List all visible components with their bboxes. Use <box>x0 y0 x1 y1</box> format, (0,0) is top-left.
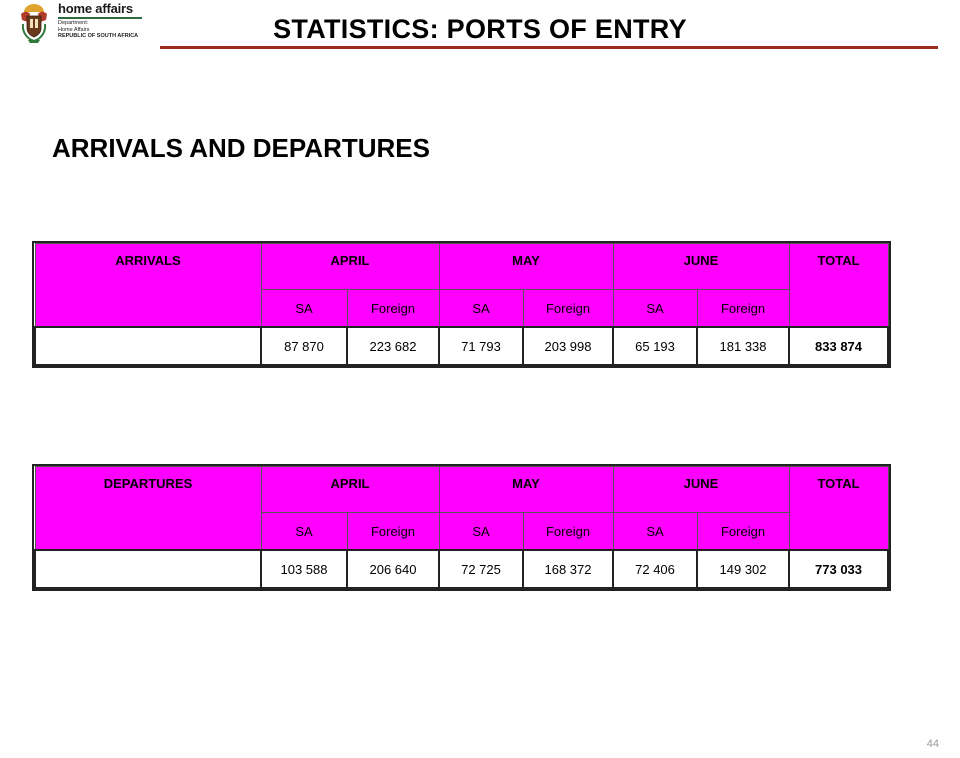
departures-subheader-june-foreign: Foreign <box>697 513 789 551</box>
departures-may-sa-value: 72 725 <box>439 550 523 588</box>
departures-june-sa-value: 72 406 <box>613 550 697 588</box>
section-heading: ARRIVALS AND DEPARTURES <box>52 133 430 163</box>
departures-subheader-june-sa: SA <box>613 513 697 551</box>
arrivals-subheader-may-foreign: Foreign <box>523 290 613 328</box>
logo-line-department: Department: <box>58 20 89 26</box>
departures-subheader-april-sa: SA <box>261 513 347 551</box>
departures-header-label: DEPARTURES <box>35 467 261 551</box>
page-title: STATISTICS: PORTS OF ENTRY <box>273 14 687 44</box>
logo-line-home-affairs: Home Affairs <box>58 26 90 33</box>
arrivals-header-june: JUNE <box>613 244 789 290</box>
arrivals-june-foreign-value: 181 338 <box>697 327 789 365</box>
departures-june-foreign-value: 149 302 <box>697 550 789 588</box>
departures-table <box>34 466 889 589</box>
arrivals-table <box>34 243 889 366</box>
title-divider <box>160 46 938 49</box>
arrivals-april-sa-value: 87 870 <box>261 327 347 365</box>
arrivals-may-sa-value: 71 793 <box>439 327 523 365</box>
departures-total-value: 773 033 <box>789 550 888 588</box>
departures-header-may: MAY <box>439 467 613 513</box>
arrivals-april-foreign-value: 223 682 <box>347 327 439 365</box>
arrivals-total-value: 833 874 <box>789 327 888 365</box>
departures-header-total: TOTAL <box>789 467 888 551</box>
logo-brand-text: home affairs <box>58 1 133 16</box>
departures-may-foreign-value: 168 372 <box>523 550 613 588</box>
arrivals-june-sa-value: 65 193 <box>613 327 697 365</box>
arrivals-header-total: TOTAL <box>789 244 888 328</box>
arrivals-header-april: APRIL <box>261 244 439 290</box>
arrivals-subheader-may-sa: SA <box>439 290 523 328</box>
departures-subheader-april-foreign: Foreign <box>347 513 439 551</box>
departures-subheader-may-sa: SA <box>439 513 523 551</box>
departures-april-sa-value: 103 588 <box>261 550 347 588</box>
departures-data-row <box>35 550 888 588</box>
departures-april-foreign-value: 206 640 <box>347 550 439 588</box>
arrivals-row-label-cell <box>35 327 261 365</box>
logo-line-republic: REPUBLIC OF SOUTH AFRICA <box>58 33 139 39</box>
arrivals-may-foreign-value: 203 998 <box>523 327 613 365</box>
page-number: 44 <box>926 738 939 750</box>
departures-header-april: APRIL <box>261 467 439 513</box>
arrivals-data-row <box>35 327 888 365</box>
arrivals-subheader-june-foreign: Foreign <box>697 290 789 328</box>
arrivals-header-may: MAY <box>439 244 613 290</box>
arrivals-subheader-june-sa: SA <box>613 290 697 328</box>
departures-row-label-cell <box>35 550 261 588</box>
departures-header-june: JUNE <box>613 467 789 513</box>
arrivals-subheader-april-sa: SA <box>261 290 347 328</box>
departures-subheader-may-foreign: Foreign <box>523 513 613 551</box>
arrivals-subheader-april-foreign: Foreign <box>347 290 439 328</box>
arrivals-header-label: ARRIVALS <box>35 244 261 328</box>
